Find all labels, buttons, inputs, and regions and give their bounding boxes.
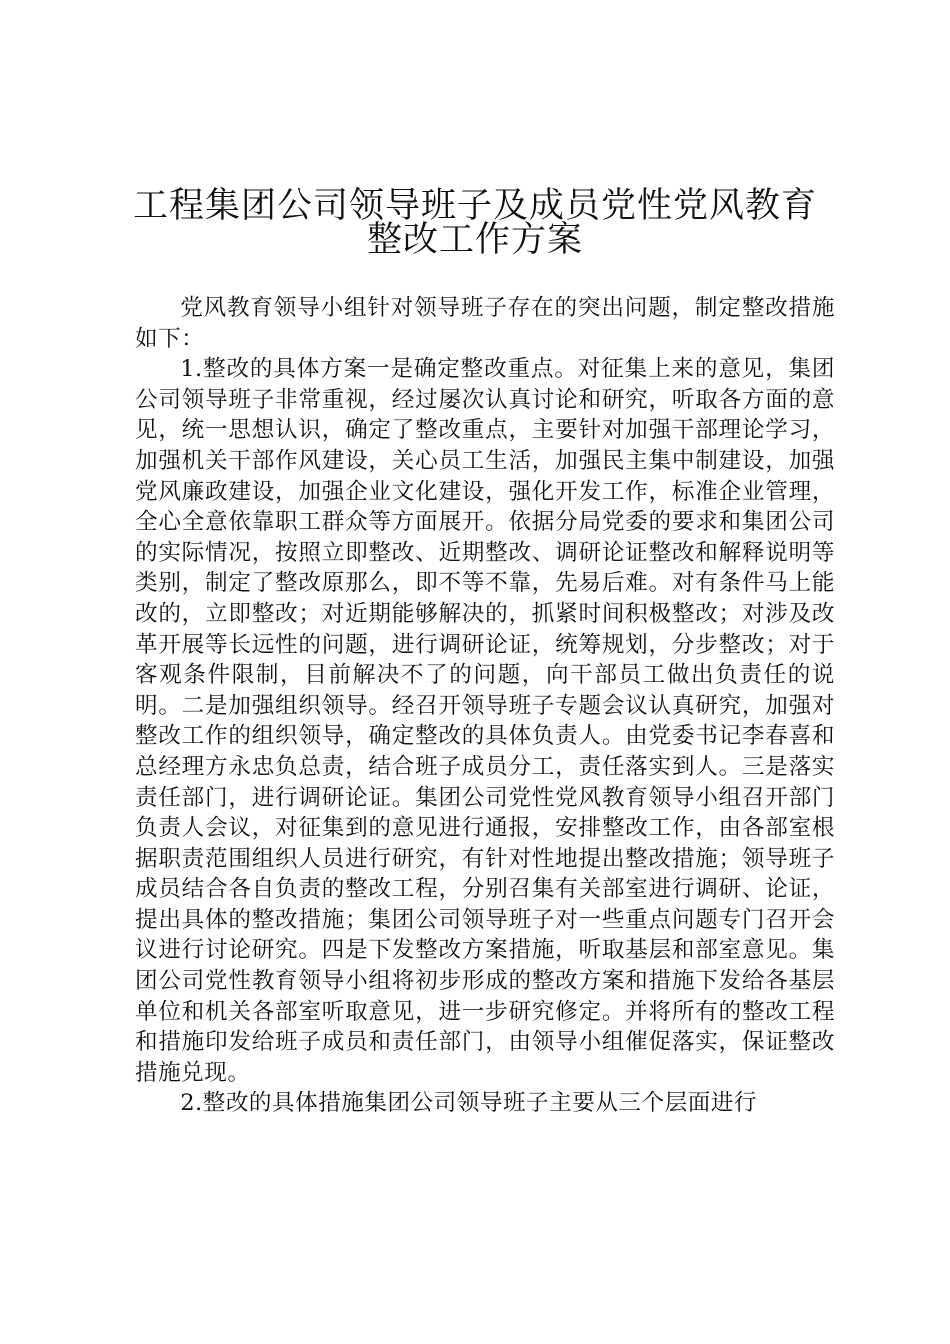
- paragraph-section-1: 1.整改的具体方案一是确定整改重点。对征集上来的意见，集团公司领导班子非常重视，经过屡次认真讨论和研究，听取各方面的意见，统一思想认识，确定了整改重点，主要针对加强干部理论学习，加强机关干部作风建设，关心员工生活，加强民主集中制建设，加强党风廉政建设，加强企业文化建设，强化开发工作，标准企业管理，全心全意依靠职工群众等方面展开。依据分局党委的要求和集团公司的实际情况，按照立即整改、近期整改、调研论证整改和解释说明等类别，制定了整改原那么，即不等不靠，先易后难。对有条件马上能改的，立即整改；对近期能够解决的，抓紧时间积极整改；对涉及改革开展等长远性的问题，进行调研论证，统筹规划，分步整改；对于客观条件限制，目前解决不了的问题，向干部员工做出负责任的说明。二是加强组织领导。经召开领导班子专题会议认真研究，加强对整改工作的组织领导，确定整改的具体负责人。由党委书记李春喜和总经理方永忠负总责，结合班子成员分工，责任落实到人。三是落实责任部门，进行调研论证。集团公司党性党风教育领导小组召开部门负责人会议，对征集到的意见进行通报，安排整改工作，由各部室根据职责范围组织人员进行研究，有针对性地提出整改措施；领导班子成员结合各自负责的整改工程，分别召集有关部室进行调研、论证，提出具体的整改措施；集团公司领导班子对一些重点问题专门召开会议进行讨论研究。四是下发整改方案措施，听取基层和部室意见。集团公司党性教育领导小组将初步形成的整改方案和措施下发给各基层单位和机关各部室听取意见，进一步研究修定。并将所有的整改工程和措施印发给班子成员和责任部门，由领导小组催促落实，保证整改措施兑现。: [135, 356, 835, 1086]
- paragraph-section-2: 2.整改的具体措施集团公司领导班子主要从三个层面进行: [180, 1090, 757, 1117]
- document-title-line-2: 整改工作方案: [366, 220, 583, 260]
- paragraph-intro: 党风教育领导小组针对领导班子存在的突出问题，制定整改措施如下：: [135, 295, 835, 352]
- document-body: [135, 293, 835, 1119]
- document-title-line-1: 工程集团公司领导班子及成员党性党风教育: [132, 186, 817, 226]
